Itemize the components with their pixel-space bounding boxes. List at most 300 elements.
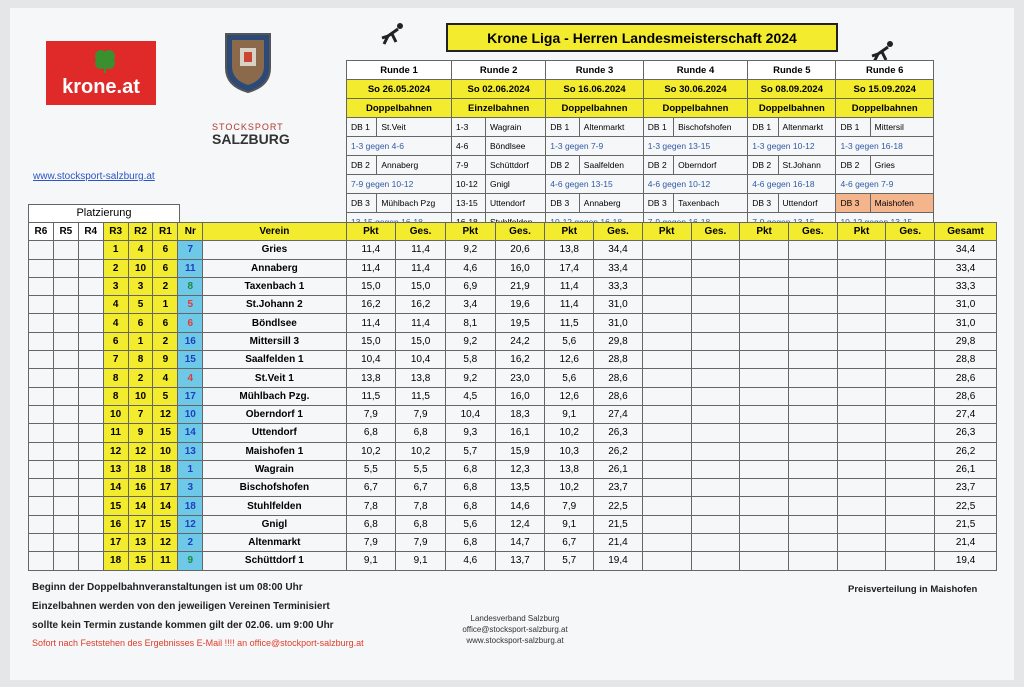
cell-p1: 7,9	[346, 405, 396, 423]
empty-cell	[29, 552, 54, 570]
cell-g2: 16,2	[495, 351, 545, 369]
cell-r3: 17	[103, 534, 128, 552]
empty-cell	[53, 515, 78, 533]
column-header: Nr	[178, 223, 203, 241]
cell-verein: Stuhlfelden	[203, 497, 346, 515]
cell-verein: Oberndorf 1	[203, 405, 346, 423]
cell-r3: 14	[103, 479, 128, 497]
round-name: Runde 6	[836, 61, 934, 80]
empty-cell	[78, 332, 103, 350]
cell-g2: 14,6	[495, 497, 545, 515]
footer-line-2: Einzelbahnen werden von den jeweiligen Vereinen Terminisiert	[32, 601, 330, 612]
cell-r1: 9	[153, 351, 178, 369]
cell-p3: 13,8	[545, 460, 594, 478]
empty-cell	[740, 442, 789, 460]
cell-g3: 26,1	[594, 460, 643, 478]
cell-r1: 2	[153, 332, 178, 350]
footer-line-1: Beginn der Doppelbahnveranstaltungen ist um 08:00 Uhr	[32, 582, 303, 593]
table-row	[29, 296, 997, 314]
cell-p1: 10,4	[346, 351, 396, 369]
cell-g3: 23,7	[594, 479, 643, 497]
empty-cell	[53, 479, 78, 497]
empty-cell	[788, 387, 837, 405]
krone-logo	[46, 41, 156, 105]
schedule-cell: DB 1	[836, 118, 870, 137]
table-row	[29, 442, 997, 460]
crest-icon	[222, 30, 274, 94]
standings-table	[28, 222, 997, 571]
round-name: Runde 3	[546, 61, 643, 80]
cell-p3: 5,6	[545, 369, 594, 387]
cell-g2: 15,9	[495, 442, 545, 460]
cell-verein: Maishofen 1	[203, 442, 346, 460]
cell-g1: 11,4	[396, 241, 446, 259]
empty-cell	[691, 552, 740, 570]
schedule-cell: DB 2	[643, 156, 673, 175]
schedule-cell: 7-9 gegen 10-12	[347, 175, 452, 194]
cell-g2: 20,6	[495, 241, 545, 259]
empty-cell	[837, 369, 886, 387]
empty-cell	[837, 277, 886, 295]
empty-cell	[53, 534, 78, 552]
empty-cell	[78, 442, 103, 460]
schedule-venue: Gries	[870, 156, 933, 175]
cell-g1: 16,2	[396, 296, 446, 314]
schedule-cell: DB 3	[546, 194, 580, 213]
cell-g3: 21,5	[594, 515, 643, 533]
cell-p1: 15,0	[346, 332, 396, 350]
cell-r1: 6	[153, 241, 178, 259]
empty-cell	[642, 351, 691, 369]
empty-cell	[642, 460, 691, 478]
website-link[interactable]: www.stocksport-salzburg.at	[33, 171, 155, 182]
empty-cell	[837, 497, 886, 515]
cell-r2: 18	[128, 460, 153, 478]
column-header: R3	[103, 223, 128, 241]
column-header: Pkt	[545, 223, 594, 241]
cell-verein: Mühlbach Pzg.	[203, 387, 346, 405]
cell-r1: 15	[153, 515, 178, 533]
cell-p1: 7,9	[346, 534, 396, 552]
table-row	[29, 277, 997, 295]
cell-nr: 6	[178, 314, 203, 332]
cell-p1: 5,5	[346, 460, 396, 478]
empty-cell	[691, 314, 740, 332]
cell-total: 21,4	[935, 534, 997, 552]
empty-cell	[837, 241, 886, 259]
empty-cell	[691, 387, 740, 405]
empty-cell	[53, 296, 78, 314]
empty-cell	[78, 497, 103, 515]
cell-r3: 2	[103, 259, 128, 277]
cell-g3: 33,4	[594, 259, 643, 277]
cell-p2: 5,7	[445, 442, 495, 460]
cell-total: 31,0	[935, 314, 997, 332]
empty-cell	[29, 369, 54, 387]
cell-r2: 1	[128, 332, 153, 350]
schedule-cell: DB 3	[748, 194, 778, 213]
cell-p2: 6,9	[445, 277, 495, 295]
cell-g2: 16,0	[495, 387, 545, 405]
empty-cell	[886, 351, 935, 369]
cell-total: 28,6	[935, 369, 997, 387]
empty-cell	[29, 460, 54, 478]
empty-cell	[691, 515, 740, 533]
schedule-venue: Taxenbach	[674, 194, 748, 213]
empty-cell	[642, 424, 691, 442]
empty-cell	[78, 515, 103, 533]
cell-g1: 6,7	[396, 479, 446, 497]
cell-p2: 10,4	[445, 405, 495, 423]
empty-cell	[691, 405, 740, 423]
cell-g2: 13,5	[495, 479, 545, 497]
empty-cell	[29, 534, 54, 552]
cell-p1: 11,4	[346, 259, 396, 277]
empty-cell	[837, 387, 886, 405]
schedule-cell: 4-6 gegen 13-15	[546, 175, 643, 194]
table-row	[29, 515, 997, 533]
empty-cell	[78, 479, 103, 497]
empty-cell	[837, 442, 886, 460]
cell-r2: 3	[128, 277, 153, 295]
schedule-cell: 1-3	[452, 118, 486, 137]
empty-cell	[740, 241, 789, 259]
cell-r3: 6	[103, 332, 128, 350]
cell-r3: 11	[103, 424, 128, 442]
empty-cell	[886, 534, 935, 552]
cell-p1: 15,0	[346, 277, 396, 295]
schedule-cell: 1-3 gegen 13-15	[643, 137, 747, 156]
empty-cell	[642, 442, 691, 460]
empty-cell	[788, 534, 837, 552]
schedule-cell: 1-3 gegen 7-9	[546, 137, 643, 156]
cell-total: 34,4	[935, 241, 997, 259]
cell-p2: 9,2	[445, 369, 495, 387]
cell-p3: 11,4	[545, 277, 594, 295]
cell-r3: 8	[103, 369, 128, 387]
cell-nr: 9	[178, 552, 203, 570]
empty-cell	[837, 479, 886, 497]
cell-nr: 4	[178, 369, 203, 387]
column-header: R1	[153, 223, 178, 241]
cell-r3: 16	[103, 515, 128, 533]
empty-cell	[53, 241, 78, 259]
table-row	[29, 241, 997, 259]
schedule-venue: Maishofen	[870, 194, 933, 213]
empty-cell	[740, 534, 789, 552]
schedule-cell: DB 3	[643, 194, 673, 213]
empty-cell	[837, 552, 886, 570]
empty-cell	[691, 497, 740, 515]
schedule-venue: St.Johann	[778, 156, 836, 175]
cell-g2: 12,4	[495, 515, 545, 533]
round-date: So 30.06.2024	[643, 80, 747, 99]
cell-g3: 28,6	[594, 369, 643, 387]
krone-logo-text: krone.at	[62, 76, 140, 98]
cell-r1: 2	[153, 277, 178, 295]
column-header: Ges.	[594, 223, 643, 241]
cell-r3: 10	[103, 405, 128, 423]
cell-total: 19,4	[935, 552, 997, 570]
round-type: Doppelbahnen	[546, 99, 643, 118]
empty-cell	[740, 387, 789, 405]
cell-r1: 17	[153, 479, 178, 497]
salzburg-label: SALZBURG	[212, 131, 290, 147]
schedule-cell: 7-9	[452, 156, 486, 175]
empty-cell	[691, 241, 740, 259]
column-header: Ges.	[691, 223, 740, 241]
cell-p3: 6,7	[545, 534, 594, 552]
cell-p2: 9,2	[445, 332, 495, 350]
cell-g3: 34,4	[594, 241, 643, 259]
cell-r1: 12	[153, 405, 178, 423]
cell-g3: 26,3	[594, 424, 643, 442]
footer-line-3: sollte kein Termin zustande kommen gilt der 02.06. um 9:00 Uhr	[32, 620, 334, 631]
empty-cell	[837, 351, 886, 369]
column-header: R6	[29, 223, 54, 241]
empty-cell	[691, 369, 740, 387]
schedule-cell: DB 3	[347, 194, 377, 213]
cell-verein: Gnigl	[203, 515, 346, 533]
cell-r2: 10	[128, 387, 153, 405]
empty-cell	[642, 387, 691, 405]
cell-r1: 11	[153, 552, 178, 570]
table-row	[29, 332, 997, 350]
empty-cell	[53, 277, 78, 295]
cell-verein: St.Veit 1	[203, 369, 346, 387]
schedule-cell: 4-6 gegen 16-18	[748, 175, 836, 194]
cell-g2: 24,2	[495, 332, 545, 350]
table-row	[29, 314, 997, 332]
cell-g1: 5,5	[396, 460, 446, 478]
empty-cell	[788, 552, 837, 570]
schedule-venue: Oberndorf	[674, 156, 748, 175]
empty-cell	[788, 277, 837, 295]
empty-cell	[29, 314, 54, 332]
empty-cell	[740, 479, 789, 497]
cell-p3: 17,4	[545, 259, 594, 277]
empty-cell	[53, 259, 78, 277]
round-type: Doppelbahnen	[748, 99, 836, 118]
cell-g3: 26,2	[594, 442, 643, 460]
empty-cell	[740, 332, 789, 350]
cell-p3: 9,1	[545, 515, 594, 533]
schedule-cell: DB 1	[643, 118, 673, 137]
cell-p2: 5,8	[445, 351, 495, 369]
schedule-venue: Annaberg	[377, 156, 452, 175]
schedule-venue: Uttendorf	[485, 194, 545, 213]
empty-cell	[691, 277, 740, 295]
schedule-cell: 1-3 gegen 16-18	[836, 137, 934, 156]
empty-cell	[78, 277, 103, 295]
empty-cell	[788, 442, 837, 460]
cell-total: 33,3	[935, 277, 997, 295]
empty-cell	[691, 296, 740, 314]
schedule-venue: Altenmarkt	[778, 118, 836, 137]
cell-p2: 6,8	[445, 460, 495, 478]
schedule-venue: Wagrain	[485, 118, 545, 137]
table-row	[29, 259, 997, 277]
column-header: Ges.	[886, 223, 935, 241]
round-date: So 15.09.2024	[836, 80, 934, 99]
schedule-table	[346, 60, 934, 232]
empty-cell	[642, 259, 691, 277]
cell-p3: 5,6	[545, 332, 594, 350]
cell-r3: 12	[103, 442, 128, 460]
cell-verein: Altenmarkt	[203, 534, 346, 552]
empty-cell	[78, 369, 103, 387]
schedule-cell: DB 2	[748, 156, 778, 175]
empty-cell	[837, 332, 886, 350]
empty-cell	[53, 351, 78, 369]
empty-cell	[886, 277, 935, 295]
empty-cell	[78, 351, 103, 369]
empty-cell	[886, 405, 935, 423]
verband-web[interactable]: www.stocksport-salzburg.at	[466, 636, 564, 645]
round-name: Runde 4	[643, 61, 747, 80]
cell-r3: 13	[103, 460, 128, 478]
column-header: Pkt	[837, 223, 886, 241]
column-header: R5	[53, 223, 78, 241]
column-header: Gesamt	[935, 223, 997, 241]
empty-cell	[837, 405, 886, 423]
empty-cell	[29, 387, 54, 405]
verband-label: Landesverband Salzburg	[470, 614, 560, 623]
cell-r2: 8	[128, 351, 153, 369]
empty-cell	[788, 405, 837, 423]
cell-total: 27,4	[935, 405, 997, 423]
cell-r2: 6	[128, 314, 153, 332]
cell-g1: 11,5	[396, 387, 446, 405]
empty-cell	[642, 515, 691, 533]
empty-cell	[691, 442, 740, 460]
cell-total: 26,3	[935, 424, 997, 442]
empty-cell	[53, 369, 78, 387]
cell-r1: 10	[153, 442, 178, 460]
empty-cell	[788, 241, 837, 259]
cell-p1: 10,2	[346, 442, 396, 460]
round-name: Runde 2	[452, 61, 546, 80]
empty-cell	[53, 314, 78, 332]
schedule-venue: Schüttdorf	[485, 156, 545, 175]
empty-cell	[886, 296, 935, 314]
cell-nr: 11	[178, 259, 203, 277]
table-row	[29, 387, 997, 405]
empty-cell	[886, 369, 935, 387]
empty-cell	[29, 479, 54, 497]
empty-cell	[642, 534, 691, 552]
empty-cell	[78, 405, 103, 423]
cell-p2: 6,8	[445, 534, 495, 552]
cell-p3: 10,2	[545, 479, 594, 497]
empty-cell	[740, 405, 789, 423]
cell-r2: 4	[128, 241, 153, 259]
page-title: Krone Liga - Herren Landesmeisterschaft 2024	[446, 23, 838, 52]
table-row	[29, 424, 997, 442]
stocksport-label: STOCKSPORT	[212, 122, 284, 132]
empty-cell	[29, 497, 54, 515]
cell-total: 21,5	[935, 515, 997, 533]
empty-cell	[788, 259, 837, 277]
schedule-venue: St.Veit	[377, 118, 452, 137]
cell-p2: 5,6	[445, 515, 495, 533]
cell-p2: 6,8	[445, 479, 495, 497]
empty-cell	[740, 424, 789, 442]
cell-nr: 12	[178, 515, 203, 533]
cell-r1: 6	[153, 259, 178, 277]
empty-cell	[53, 332, 78, 350]
cell-p1: 7,8	[346, 497, 396, 515]
empty-cell	[78, 460, 103, 478]
cell-p1: 11,4	[346, 314, 396, 332]
empty-cell	[886, 241, 935, 259]
schedule-cell: 10-12	[452, 175, 486, 194]
cell-nr: 2	[178, 534, 203, 552]
cell-g3: 28,8	[594, 351, 643, 369]
schedule-cell: 1-3 gegen 4-6	[347, 137, 452, 156]
empty-cell	[837, 314, 886, 332]
round-date: So 02.06.2024	[452, 80, 546, 99]
empty-cell	[740, 277, 789, 295]
cell-nr: 5	[178, 296, 203, 314]
table-row	[29, 460, 997, 478]
cell-verein: Saalfelden 1	[203, 351, 346, 369]
empty-cell	[788, 369, 837, 387]
clover-icon	[92, 47, 118, 73]
empty-cell	[642, 241, 691, 259]
cell-g1: 11,4	[396, 259, 446, 277]
verband-email[interactable]: office@stocksport-salzburg.at	[462, 625, 568, 634]
column-header: R2	[128, 223, 153, 241]
empty-cell	[740, 314, 789, 332]
empty-cell	[691, 332, 740, 350]
empty-cell	[691, 424, 740, 442]
cell-total: 31,0	[935, 296, 997, 314]
cell-verein: Mittersill 3	[203, 332, 346, 350]
schedule-cell: DB 1	[347, 118, 377, 137]
cell-g3: 19,4	[594, 552, 643, 570]
cell-r2: 9	[128, 424, 153, 442]
schedule-venue: Uttendorf	[778, 194, 836, 213]
empty-cell	[837, 460, 886, 478]
cell-r2: 2	[128, 369, 153, 387]
empty-cell	[642, 369, 691, 387]
cell-r2: 12	[128, 442, 153, 460]
schedule-cell: 4-6 gegen 10-12	[643, 175, 747, 194]
empty-cell	[78, 552, 103, 570]
cell-p3: 5,7	[545, 552, 594, 570]
cell-g1: 13,8	[396, 369, 446, 387]
cell-g2: 13,7	[495, 552, 545, 570]
schedule-venue: Annaberg	[579, 194, 643, 213]
cell-nr: 14	[178, 424, 203, 442]
cell-verein: Annaberg	[203, 259, 346, 277]
schedule-cell: 4-6	[452, 137, 486, 156]
cell-p1: 16,2	[346, 296, 396, 314]
empty-cell	[642, 277, 691, 295]
cell-g2: 16,1	[495, 424, 545, 442]
cell-g3: 28,6	[594, 387, 643, 405]
column-header: Pkt	[445, 223, 495, 241]
cell-p2: 4,6	[445, 552, 495, 570]
cell-r3: 4	[103, 314, 128, 332]
cell-nr: 3	[178, 479, 203, 497]
empty-cell	[53, 424, 78, 442]
cell-g3: 27,4	[594, 405, 643, 423]
cell-total: 26,1	[935, 460, 997, 478]
empty-cell	[53, 442, 78, 460]
platzierung-header: Platzierung	[28, 204, 180, 223]
